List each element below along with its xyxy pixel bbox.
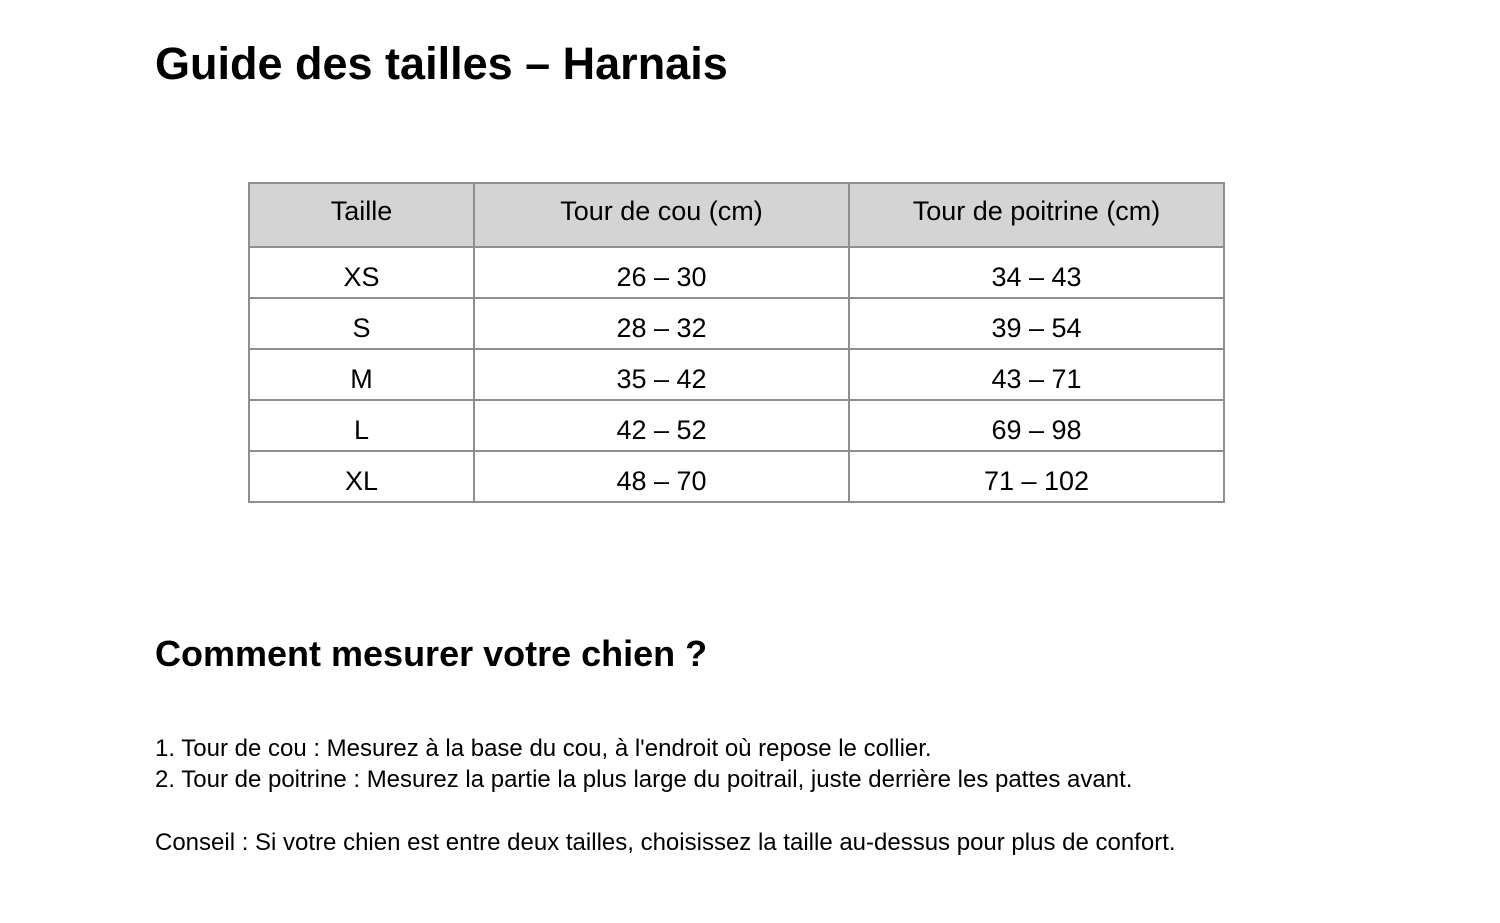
measure-steps-list [155, 733, 1132, 795]
page-title: Guide des tailles – Harnais [155, 38, 728, 89]
sizing-tip: Conseil : Si votre chien est entre deux tailles, choisissez la taille au-dessus pour plus de confort. [155, 829, 1176, 856]
table-row [249, 298, 1224, 349]
chest-cell: 43 – 71 [849, 349, 1224, 400]
table-row [249, 400, 1224, 451]
table-row [249, 451, 1224, 502]
column-header-size: Taille [249, 183, 474, 247]
chest-cell: 71 – 102 [849, 451, 1224, 502]
neck-cell: 28 – 32 [474, 298, 849, 349]
measure-heading: Comment mesurer votre chien ? [155, 633, 708, 674]
size-cell: XS [249, 247, 474, 298]
neck-cell: 42 – 52 [474, 400, 849, 451]
size-cell: M [249, 349, 474, 400]
step-neck: 1. Tour de cou : Mesurez à la base du cou, à l'endroit où repose le collier. [155, 735, 932, 762]
column-header-chest: Tour de poitrine (cm) [849, 183, 1224, 247]
size-table [248, 182, 1225, 503]
step-chest: 2. Tour de poitrine : Mesurez la partie la plus large du poitrail, juste derrière les pattes avant. [155, 766, 1133, 793]
chest-cell: 34 – 43 [849, 247, 1224, 298]
size-cell: S [249, 298, 474, 349]
neck-cell: 35 – 42 [474, 349, 849, 400]
chest-cell: 69 – 98 [849, 400, 1224, 451]
neck-cell: 26 – 30 [474, 247, 849, 298]
size-cell: XL [249, 451, 474, 502]
table-row [249, 247, 1224, 298]
table-header-row [249, 183, 1224, 247]
column-header-neck: Tour de cou (cm) [474, 183, 849, 247]
size-cell: L [249, 400, 474, 451]
chest-cell: 39 – 54 [849, 298, 1224, 349]
table-row [249, 349, 1224, 400]
neck-cell: 48 – 70 [474, 451, 849, 502]
